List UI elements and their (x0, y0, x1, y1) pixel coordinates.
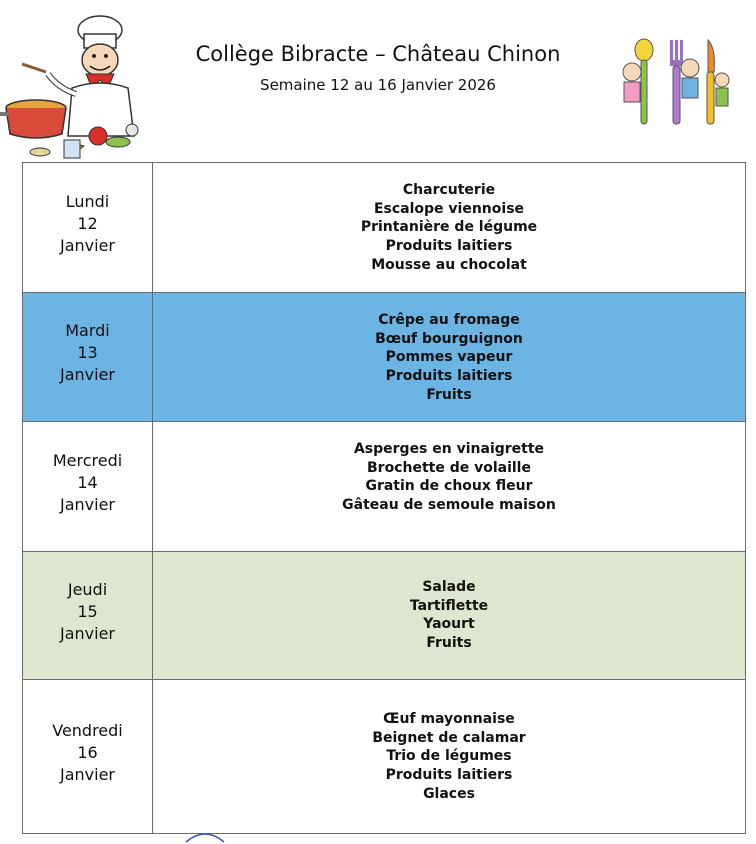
dish-item: Charcuterie (402, 182, 496, 198)
day-date: 13 (77, 343, 98, 362)
day-cell (23, 680, 153, 833)
dish-item: Produits laitiers (385, 767, 513, 784)
cutlery-kids-illustration (612, 38, 730, 128)
day-month: Janvier (60, 764, 115, 784)
day-cell (23, 293, 153, 421)
day-cell (23, 552, 153, 679)
day-month: Janvier (60, 235, 115, 255)
day-name: Jeudi (67, 579, 108, 599)
dish-item: Brochette de volaille (367, 459, 531, 476)
dish-item: Tartiflette (409, 597, 489, 614)
dish-item: Glaces (423, 785, 475, 802)
day-date: 15 (77, 601, 98, 621)
menu-row-vendredi (23, 680, 745, 833)
day-cell (23, 422, 153, 551)
dish-item: Yaourt (423, 616, 475, 633)
weekly-menu-table (22, 162, 746, 834)
dish-item: Crêpe au fromage (378, 312, 520, 328)
dish-item: Asperges en vinaigrette (353, 441, 545, 457)
dish-item: Mousse au chocolat (371, 256, 527, 273)
dishes-cell (153, 422, 745, 551)
dish-item: Produits laitiers (385, 368, 513, 385)
day-month: Janvier (60, 623, 115, 643)
day-month: Janvier (60, 365, 115, 384)
dish-item: Beignet de calamar (372, 729, 526, 746)
dish-item: Printanière de légume (360, 219, 538, 236)
dishes-cell (153, 163, 745, 292)
menu-row-mardi (23, 293, 745, 422)
dish-item: Fruits (426, 635, 472, 652)
day-date: 14 (77, 472, 98, 492)
dish-item: Œuf mayonnaise (383, 711, 515, 727)
day-name: Lundi (65, 191, 110, 211)
day-name: Mercredi (52, 450, 123, 470)
dish-item: Bœuf bourguignon (375, 330, 523, 347)
menu-row-jeudi (23, 552, 745, 680)
dishes-cell (153, 552, 745, 679)
dish-item: Salade (422, 579, 476, 595)
dishes-cell (153, 680, 745, 833)
menu-row-mercredi (23, 422, 745, 552)
dish-item: Produits laitiers (385, 238, 513, 255)
day-month: Janvier (60, 494, 115, 514)
day-date: 12 (77, 213, 98, 233)
dish-item: Escalope viennoise (373, 200, 525, 217)
page-title: Collège Bibracte – Château Chinon (195, 42, 561, 66)
day-date: 16 (77, 742, 98, 762)
day-name: Mardi (65, 321, 110, 340)
dish-item: Gâteau de semoule maison (342, 497, 556, 514)
dishes-cell (153, 293, 745, 421)
page-subtitle: Semaine 12 au 16 Janvier 2026 (260, 76, 496, 94)
dish-item: Pommes vapeur (385, 349, 513, 366)
dish-item: Fruits (426, 386, 472, 403)
day-cell (23, 163, 153, 292)
day-name: Vendredi (52, 720, 123, 740)
dish-item: Trio de légumes (386, 748, 512, 765)
menu-row-lundi (23, 163, 745, 293)
dish-item: Gratin de choux fleur (365, 478, 533, 495)
stamp-mark (184, 830, 226, 844)
